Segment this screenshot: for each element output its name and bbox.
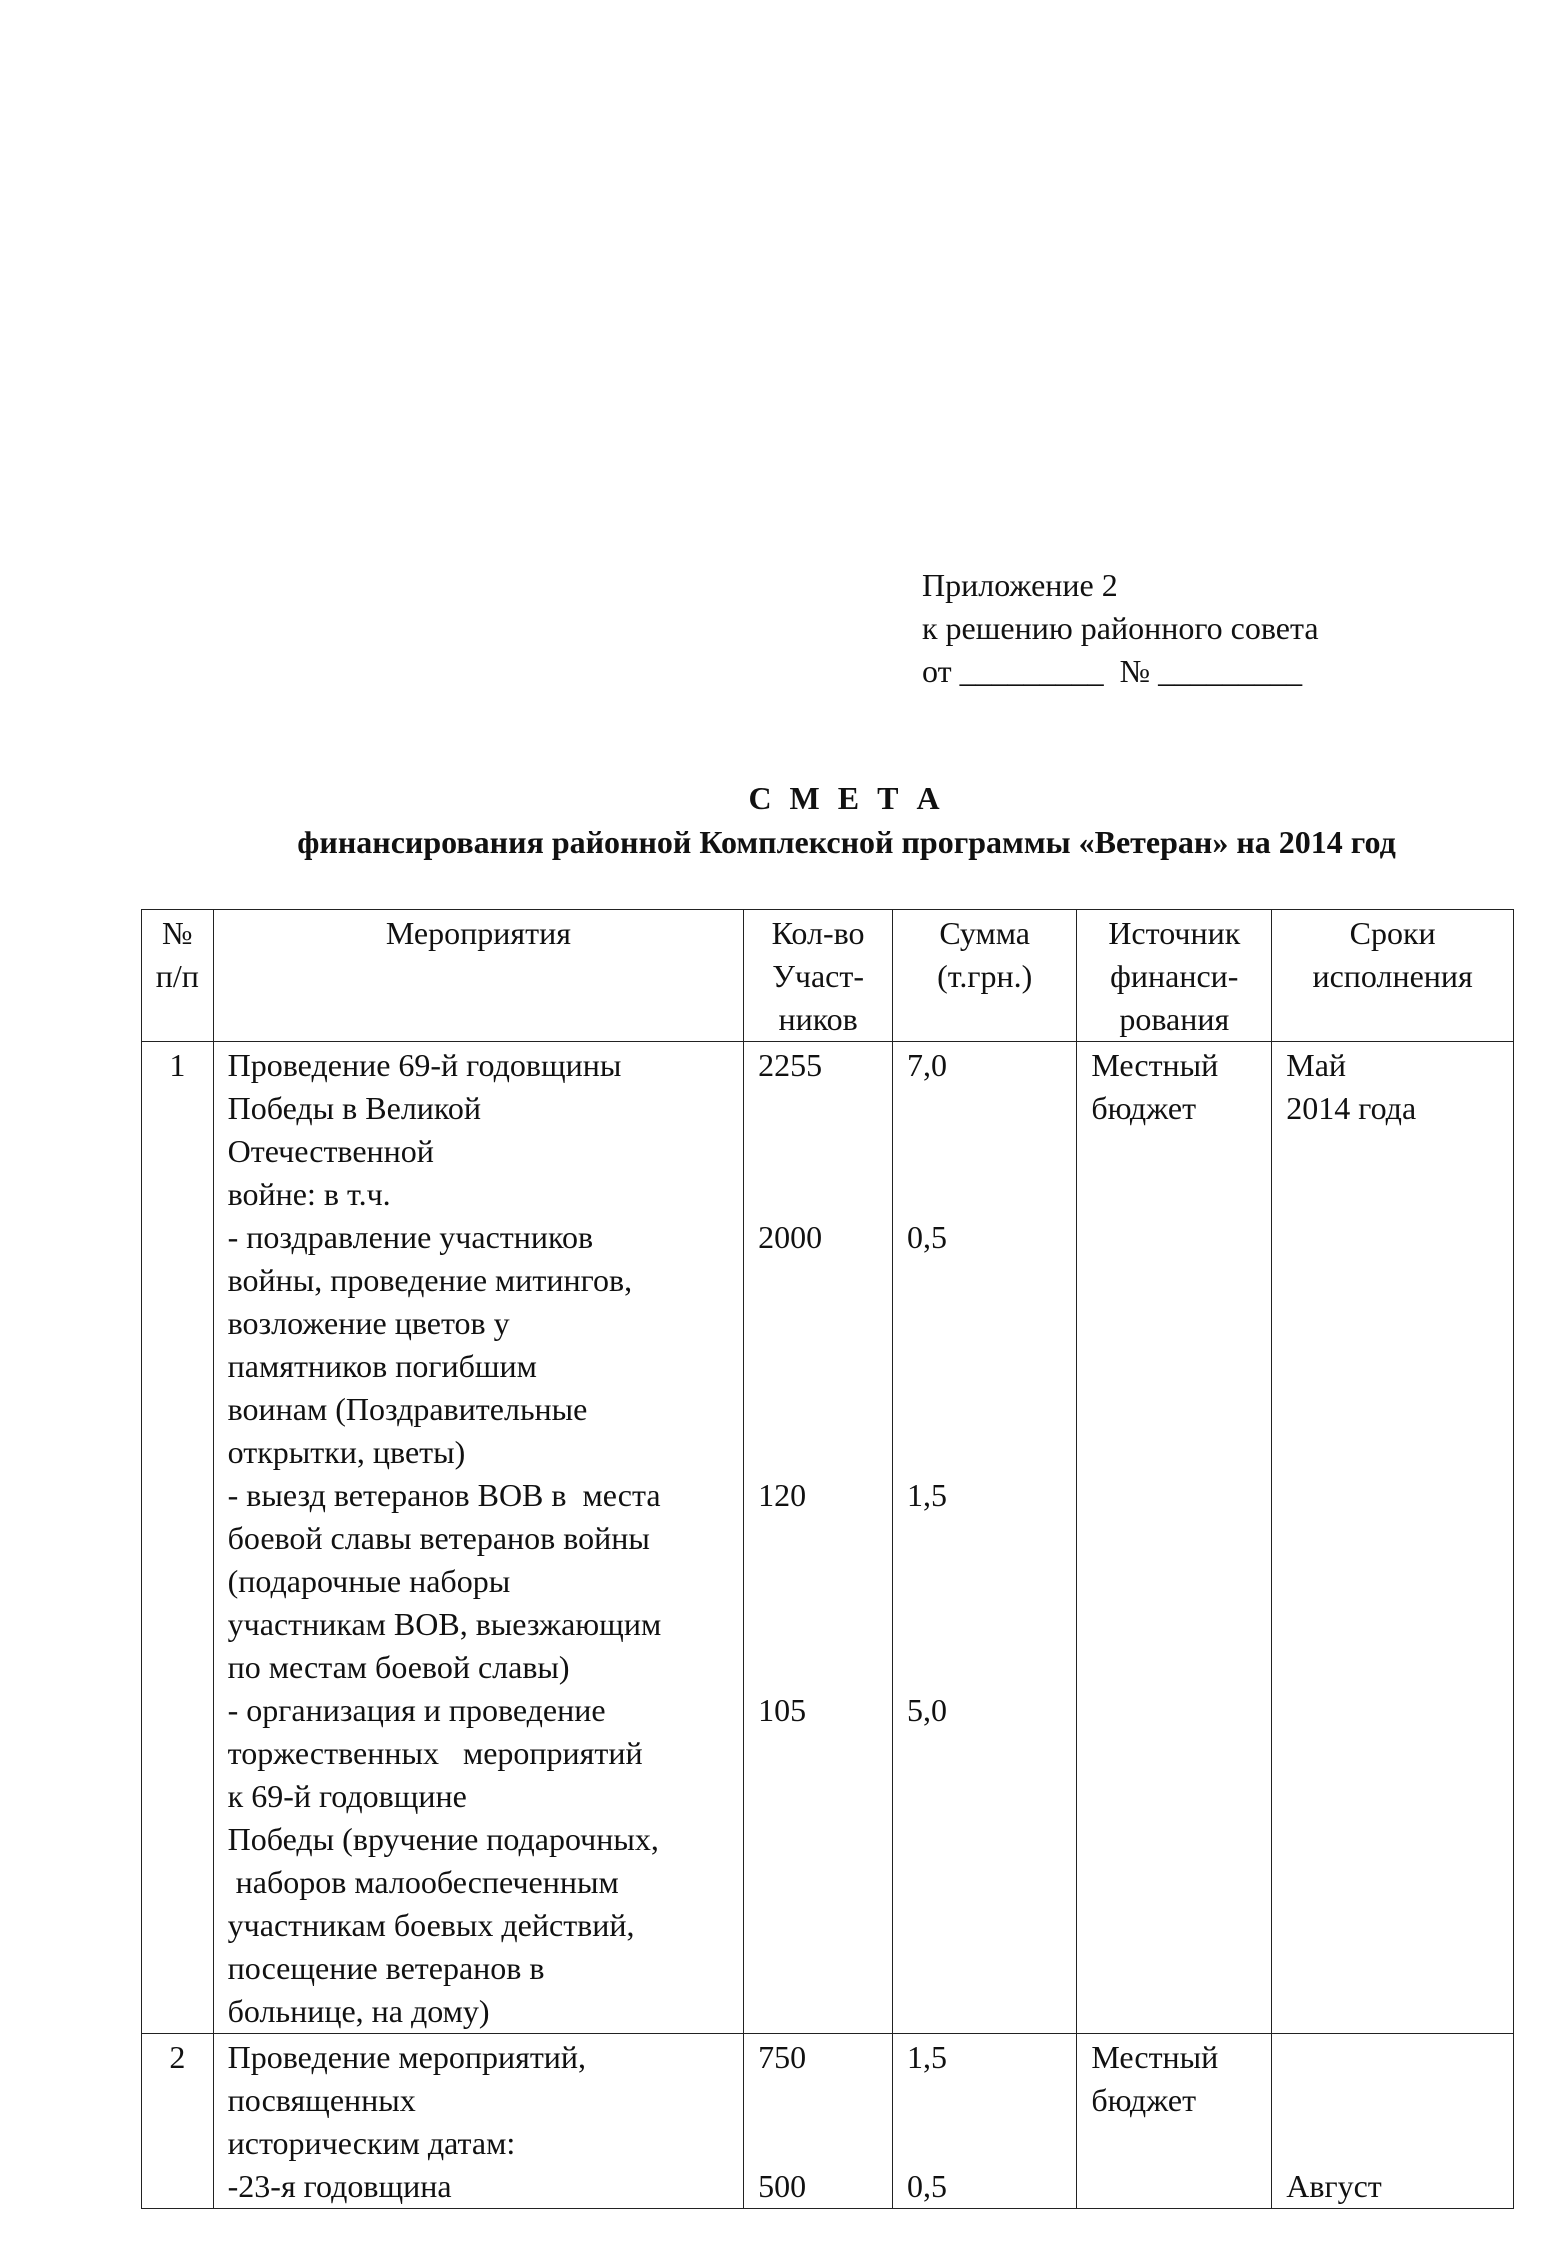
cell-num: [142, 2034, 214, 2209]
header-sum-line: Сумма: [939, 915, 1030, 951]
cell-sum: [893, 1042, 1077, 2034]
cell-source-line: бюджет: [1091, 2082, 1197, 2118]
header-num-line: №: [162, 915, 193, 951]
cell-sum-line: [907, 1302, 1066, 1345]
document-title: С М Е Т А: [748, 780, 945, 816]
cell-qty-line: [758, 1302, 882, 1345]
document-subtitle: финансирования районной Комплексной программы «Ветеран» на 2014 год: [297, 824, 1396, 860]
cell-activity-line: к 69-й годовщине: [227, 1778, 467, 1814]
cell-dates-line: [1286, 2036, 1503, 2079]
cell-qty-line: [758, 1517, 882, 1560]
cell-sum-line: 7,0: [907, 1047, 948, 1083]
header-source-line: Источник: [1108, 915, 1241, 951]
cell-activity-line: по местам боевой славы): [227, 1649, 570, 1685]
cell-activity-line: возложение цветов у: [227, 1305, 510, 1341]
cell-qty-line: 105: [758, 1692, 807, 1728]
cell-qty-line: 2255: [758, 1047, 823, 1083]
cell-qty-line: [758, 2079, 882, 2122]
cell-qty-line: [758, 1431, 882, 1474]
cell-sum-line: [907, 1646, 1066, 1689]
cell-qty-line: 2000: [758, 1219, 823, 1255]
table-body: [142, 1042, 1514, 2209]
cell-sum-line: 1,5: [907, 2039, 948, 2075]
cell-sum-line: [907, 2079, 1066, 2122]
cell-activity-line: участникам ВОВ, выезжающим: [227, 1606, 662, 1642]
cell-sum-line: 5,0: [907, 1692, 948, 1728]
cell-activity-line: памятников погибшим: [227, 1348, 537, 1384]
cell-qty: [744, 2034, 893, 2209]
cell-activity-line: участникам боевых действий,: [227, 1907, 635, 1943]
cell-sum-line: 0,5: [907, 2168, 948, 2204]
header-sum: [893, 910, 1077, 1042]
header-qty: [744, 910, 893, 1042]
cell-activity-line: войне: в т.ч.: [227, 1176, 391, 1212]
cell-qty-line: 120: [758, 1477, 807, 1513]
cell-sum-line: [907, 1087, 1066, 1130]
cell-activity-line: - поздравление участников: [227, 1219, 594, 1255]
cell-qty-line: [758, 1173, 882, 1216]
header-num-line: п/п: [155, 958, 199, 994]
cell-num-line: 1: [169, 1047, 186, 1083]
header-source-line: рования: [1119, 1001, 1230, 1037]
cell-source: [1077, 2034, 1272, 2209]
cell-sum-line: [907, 2122, 1066, 2165]
header-dates: [1272, 910, 1514, 1042]
cell-qty-line: [758, 1388, 882, 1431]
cell-activity-line: Победы в Великой: [227, 1090, 481, 1126]
cell-dates-line: Август: [1286, 2168, 1382, 2204]
cell-activity: [213, 2034, 744, 2209]
cell-activity-line: наборов малообеспеченным: [227, 1864, 619, 1900]
cell-activity-line: (подарочные наборы: [227, 1563, 511, 1599]
header-qty-line: Участ-: [772, 958, 864, 994]
appendix-line-3: от _________ № _________: [922, 653, 1303, 689]
cell-qty-line: [758, 1130, 882, 1173]
header-num: [142, 910, 214, 1042]
header-dates-line: Сроки: [1349, 915, 1436, 951]
cell-dates: [1272, 2034, 1514, 2209]
cell-activity-line: посещение ветеранов в: [227, 1950, 545, 1986]
cell-activity-line: посвященных: [227, 2082, 416, 2118]
cell-sum-line: [907, 1517, 1066, 1560]
cell-activity-line: войны, проведение митингов,: [227, 1262, 633, 1298]
cell-dates-line: [1286, 2122, 1503, 2165]
cell-activity-line: открытки, цветы): [227, 1434, 466, 1470]
cell-activity: [213, 1042, 744, 2034]
cell-activity-line: Проведение 69-й годовщины: [227, 1047, 622, 1083]
cell-source: [1077, 1042, 1272, 2034]
cell-qty-line: [758, 1259, 882, 1302]
cell-dates-line: Май: [1286, 1047, 1347, 1083]
cell-sum-line: [907, 1173, 1066, 1216]
cell-sum-line: 0,5: [907, 1219, 948, 1255]
table-row: [142, 1042, 1514, 2034]
cell-sum-line: [907, 1259, 1066, 1302]
header-qty-line: ников: [778, 1001, 858, 1037]
cell-num: [142, 1042, 214, 2034]
cell-qty-line: 750: [758, 2039, 807, 2075]
appendix-line-1: Приложение 2: [922, 567, 1118, 603]
cell-activity-line: - выезд ветеранов ВОВ в места: [227, 1477, 661, 1513]
cell-sum-line: [907, 1431, 1066, 1474]
cell-activity-line: -23-я годовщина: [227, 2168, 452, 2204]
cell-qty-line: [758, 1646, 882, 1689]
cell-sum-line: [907, 1560, 1066, 1603]
cell-activity-line: боевой славы ветеранов войны: [227, 1520, 650, 1556]
cell-qty-line: [758, 1603, 882, 1646]
appendix-block: [922, 564, 1319, 693]
cell-sum-line: [907, 1345, 1066, 1388]
cell-activity-line: Отечественной: [227, 1133, 434, 1169]
cell-activity-line: - организация и проведение: [227, 1692, 606, 1728]
header-sum-line: (т.грн.): [937, 958, 1033, 994]
cell-source-line: Местный: [1091, 1047, 1219, 1083]
cell-sum: [893, 2034, 1077, 2209]
cell-activity-line: больнице, на дому): [227, 1993, 490, 2029]
header-dates-line: исполнения: [1312, 958, 1473, 994]
header-source-line: финанси-: [1110, 958, 1239, 994]
cell-qty: [744, 1042, 893, 2034]
cell-activity-line: историческим датам:: [227, 2125, 516, 2161]
cell-dates-line: 2014 года: [1286, 1090, 1417, 1126]
cell-qty-line: [758, 2122, 882, 2165]
cell-activity-line: торжественных мероприятий: [227, 1735, 643, 1771]
cell-source-line: Местный: [1091, 2039, 1219, 2075]
cell-activity-line: Победы (вручение подарочных,: [227, 1821, 659, 1857]
cell-qty-line: 500: [758, 2168, 807, 2204]
header-qty-line: Кол-во: [771, 915, 865, 951]
cell-sum-line: 1,5: [907, 1477, 948, 1513]
header-activity: Мероприятия: [213, 910, 744, 1042]
cell-qty-line: [758, 1560, 882, 1603]
table-row: [142, 2034, 1514, 2209]
cell-dates: [1272, 1042, 1514, 2034]
cell-activity-line: Проведение мероприятий,: [227, 2039, 587, 2075]
table-header-row: [142, 910, 1514, 1042]
cell-source-line: бюджет: [1091, 1090, 1197, 1126]
cell-num-line: 2: [169, 2039, 186, 2075]
cell-qty-line: [758, 1345, 882, 1388]
cell-sum-line: [907, 1130, 1066, 1173]
budget-table: [141, 909, 1514, 2209]
appendix-line-2: к решению районного совета: [922, 610, 1319, 646]
cell-sum-line: [907, 1603, 1066, 1646]
cell-qty-line: [758, 1087, 882, 1130]
header-source: [1077, 910, 1272, 1042]
cell-sum-line: [907, 1388, 1066, 1431]
cell-activity-line: воинам (Поздравительные: [227, 1391, 588, 1427]
cell-dates-line: [1286, 2079, 1503, 2122]
